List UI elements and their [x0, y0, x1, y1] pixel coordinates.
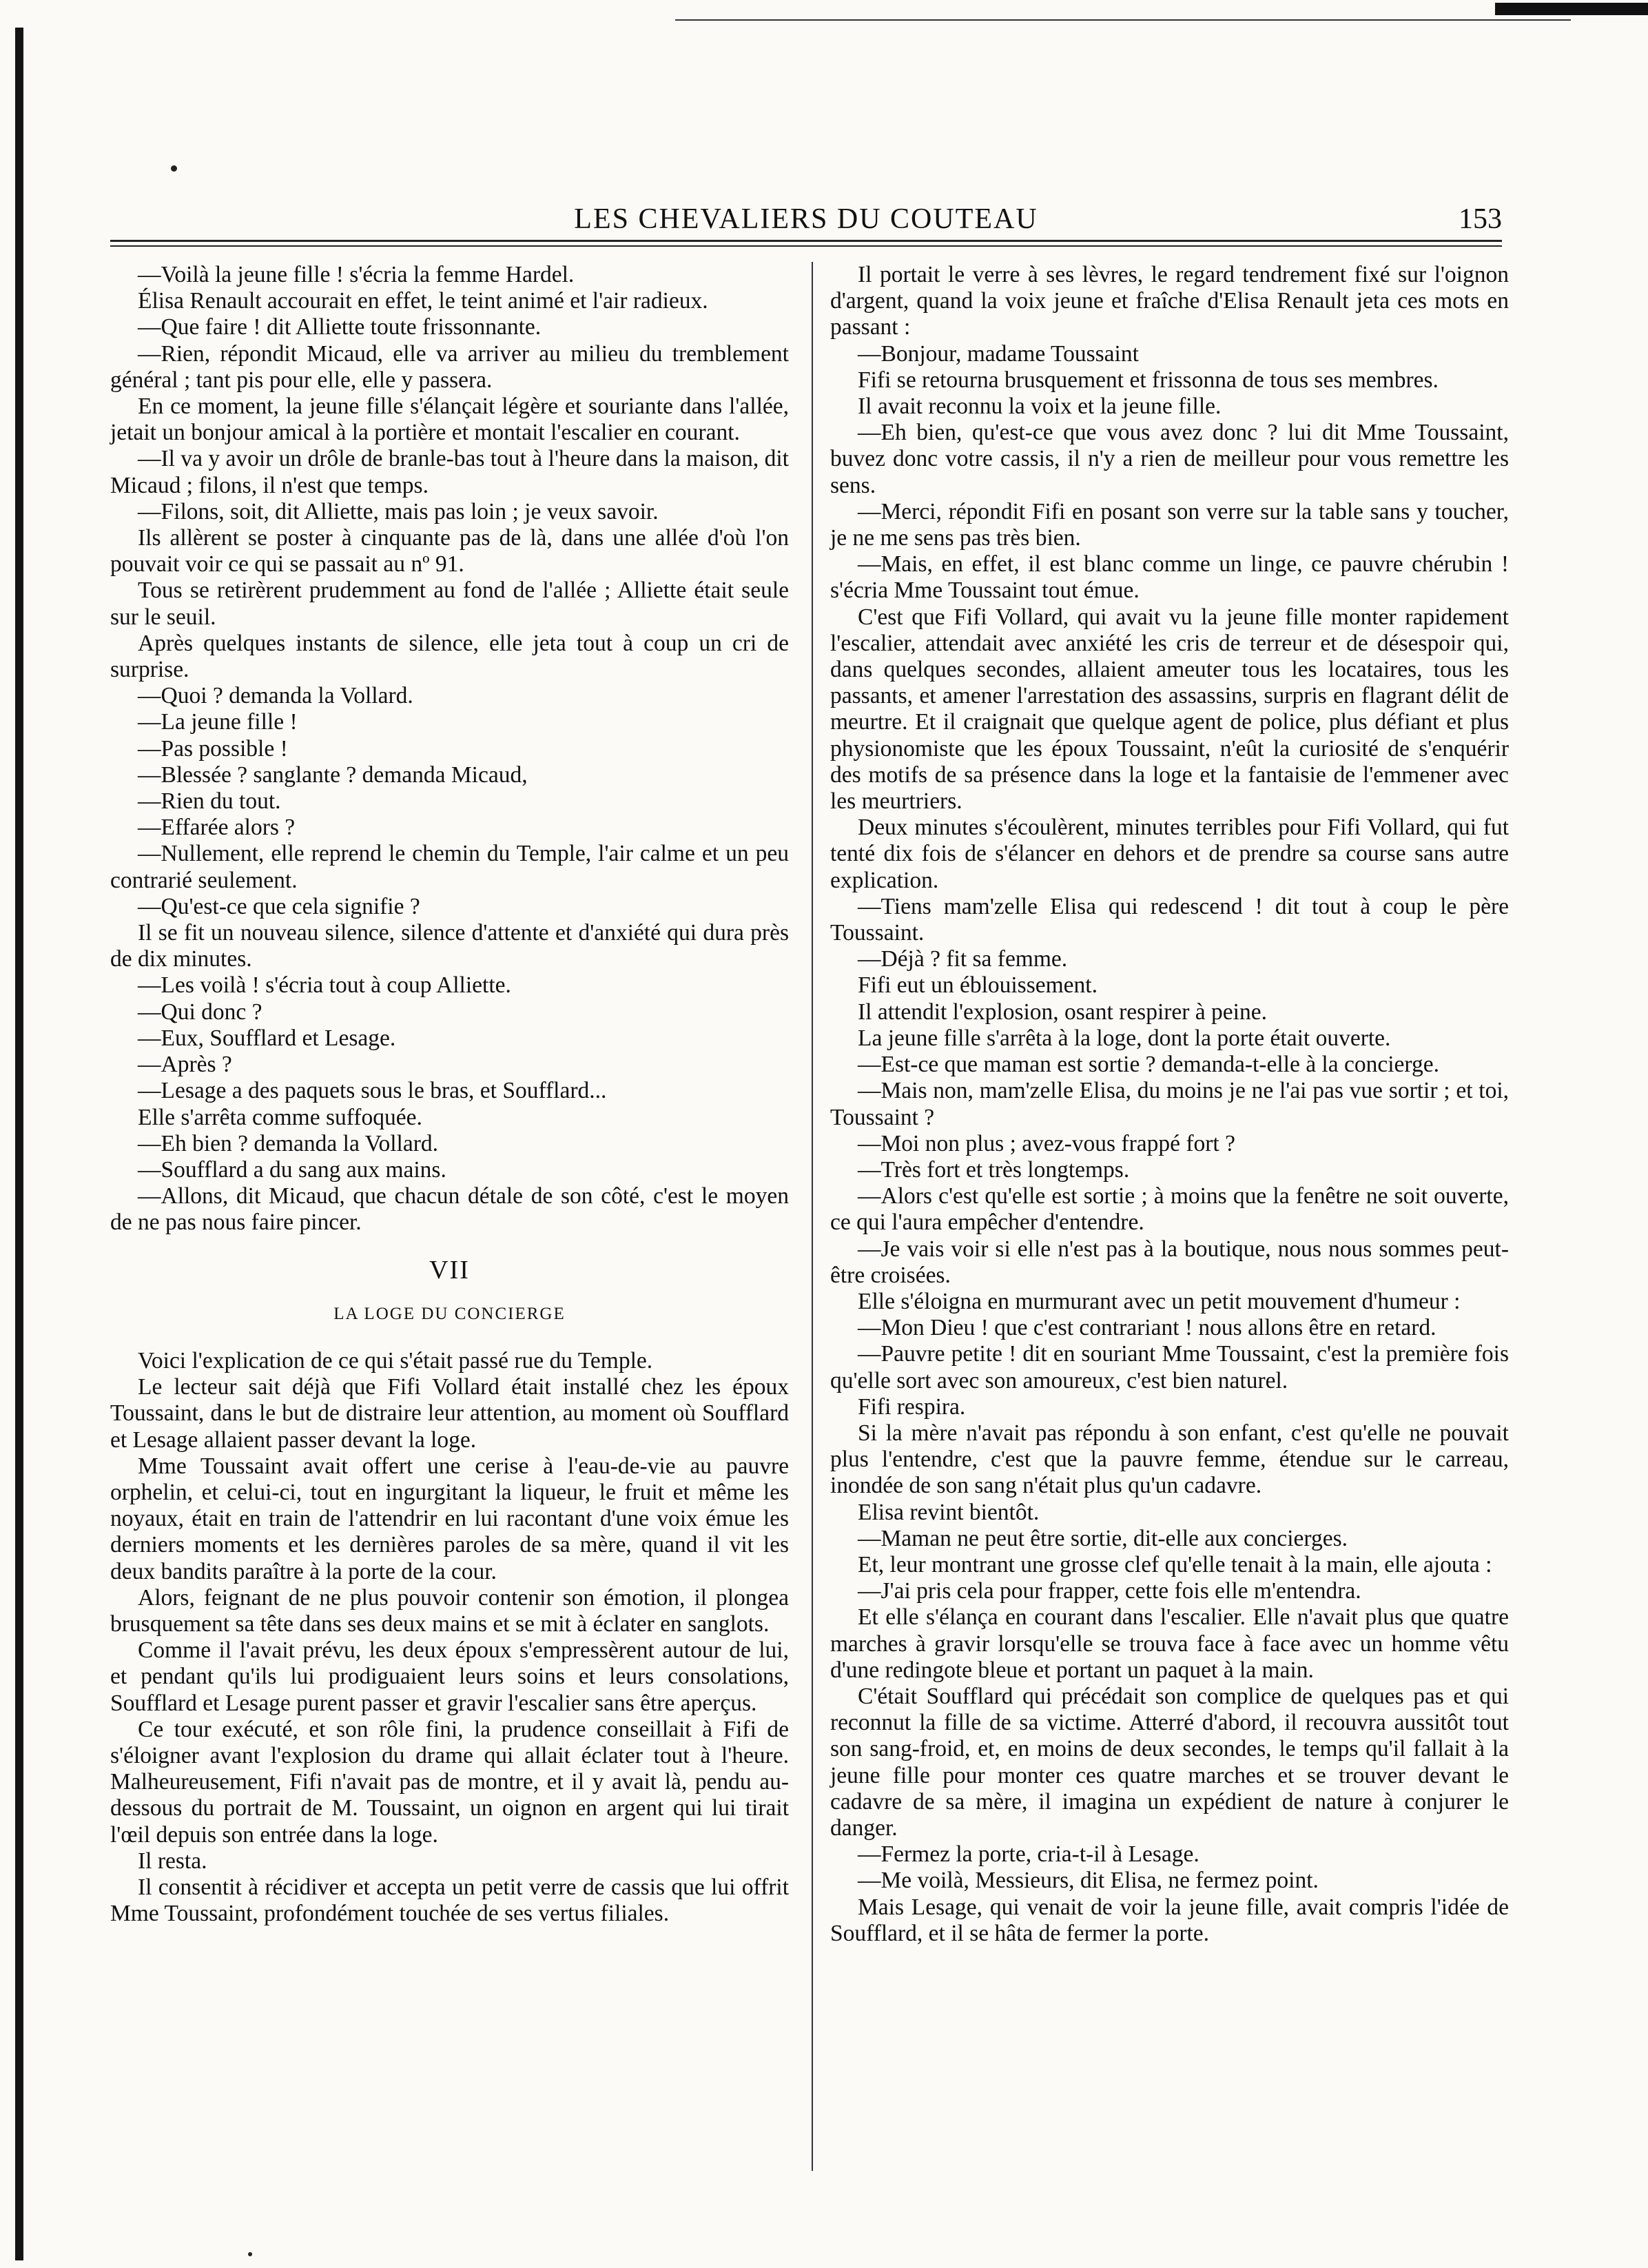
paragraph: Elisa revint bientôt.: [858, 1499, 1040, 1525]
paragraph: —Il va y avoir un drôle de branle-bas tout à l'heure dans la maison, dit Micaud ; filons, il n'est que temps.: [110, 446, 789, 498]
ink-speck: [171, 165, 177, 172]
paragraph: —Je vais voir si elle n'est pas à la boutique, nous nous sommes peut-être croisées.: [830, 1236, 1509, 1288]
paragraph: —Mais non, mam'zelle Elisa, du moins je ne l'ai pas vue sortir ; et toi, Toussaint ?: [830, 1078, 1509, 1130]
paragraph: —Tiens mam'zelle Elisa qui redescend ! dit tout à coup le père Toussaint.: [830, 893, 1509, 946]
paragraph: Et elle s'élança en courant dans l'escalier. Elle n'avait plus que quatre marches à gravir lorsqu'elle se trouva face à face avec un homme vêtu d'une redingote bleue et portant un paquet à la main.: [830, 1604, 1509, 1683]
paragraph: Mais Lesage, qui venait de voir la jeune fille, avait compris l'idée de Soufflard, et il se hâta de fermer la porte.: [830, 1894, 1509, 1946]
paragraph: Il resta.: [138, 1848, 207, 1874]
paragraph: —Eux, Soufflard et Lesage.: [138, 1025, 396, 1051]
paragraph: —Très fort et très longtemps.: [858, 1156, 1130, 1183]
paragraph: —Bonjour, madame Toussaint: [858, 340, 1139, 367]
paragraph: —Mon Dieu ! que c'est contrariant ! nous allons être en retard.: [858, 1315, 1436, 1341]
paragraph: —Rien, répondit Micaud, elle va arriver au milieu du tremblement général ; tant pis pour elle, elle y passera.: [110, 340, 789, 393]
paragraph: Après quelques instants de silence, elle jeta tout à coup un cri de surprise.: [110, 630, 789, 683]
paragraph: Mme Toussaint avait offert une cerise à l'eau-de-vie au pauvre orphelin, et celui-ci, tout en ingurgitant la liqueur, le fruit et même les noyaux, était en train de l'attendrir en lui racontant d'une voix émue les derniers moments et les dernières paroles de sa mère, quand il vit les deux bandits paraître à la porte de la cour.: [110, 1453, 789, 1584]
paragraph: —Lesage a des paquets sous le bras, et Soufflard...: [138, 1078, 607, 1104]
left-text-before-chapter: [110, 262, 789, 1236]
top-corner-mark: [1495, 3, 1648, 15]
running-title: LES CHEVALIERS DU COUTEAU: [574, 203, 1038, 235]
paragraph: —Voilà la jeune fille ! s'écria la femme Hardel.: [138, 262, 575, 287]
paragraph: Il portait le verre à ses lèvres, le regard tendrement fixé sur l'oignon d'argent, quand la voix jeune et fraîche d'Elisa Renault jeta ces mots en passant :: [830, 262, 1509, 340]
paragraph: Il se fit un nouveau silence, silence d'attente et d'anxiété qui dura près de dix minutes.: [110, 920, 789, 972]
right-text: [830, 262, 1509, 1947]
paragraph: Ils allèrent se poster à cinquante pas de là, dans une allée d'où l'on pouvait voir ce qui se passait au nº 91.: [110, 525, 789, 578]
page-number: 153: [1459, 203, 1502, 235]
paragraph: Elle s'éloigna en murmurant avec un petit mouvement d'humeur :: [858, 1288, 1461, 1314]
paragraph: Comme il l'avait prévu, les deux époux s'empressèrent autour de lui, et pendant qu'ils lui prodiguaient leurs soins et leurs consolations, Soufflard et Lesage purent passer et gravir l'escalier sans être aperçus.: [110, 1637, 789, 1716]
paragraph: —Effarée alors ?: [138, 815, 296, 841]
paragraph: —Blessée ? sanglante ? demanda Micaud,: [138, 762, 528, 788]
paragraph: Fifi respira.: [858, 1393, 966, 1420]
paragraph: —Est-ce que maman est sortie ? demanda-t-elle à la concierge.: [858, 1052, 1439, 1078]
header-rule: [110, 240, 1502, 242]
paragraph: —Qui donc ?: [138, 999, 262, 1025]
left-column: [110, 262, 789, 1927]
paragraph: —Rien du tout.: [138, 788, 281, 815]
paragraph: —Maman ne peut être sortie, dit-elle aux concierges.: [858, 1525, 1348, 1551]
paragraph: Alors, feignant de ne plus pouvoir contenir son émotion, il plongea brusquement sa tête dans ses deux mains et se mit à éclater en sanglots.: [110, 1584, 789, 1637]
paragraph: —Quoi ? demanda la Vollard.: [138, 683, 413, 709]
column-separator: [812, 262, 813, 2171]
paragraph: —Les voilà ! s'écria tout à coup Alliette.: [138, 972, 511, 999]
ink-speck: [248, 2252, 252, 2256]
paragraph: Fifi eut un éblouissement.: [858, 972, 1098, 999]
chapter-number: VII: [429, 1255, 470, 1285]
top-rule: [675, 19, 1571, 21]
paragraph: Il consentit à récidiver et accepta un petit verre de cassis que lui offrit Mme Toussaint, profondément touchée de ses vertus filiales.: [110, 1874, 789, 1927]
paragraph: Si la mère n'avait pas répondu à son enfant, c'est qu'elle ne pouvait plus l'entendre, c'est que la pauvre femme, étendue sur le carreau, inondée de son sang n'était plus qu'un cadavre.: [830, 1420, 1509, 1499]
paragraph: Il attendit l'explosion, osant respirer à peine.: [858, 999, 1267, 1025]
header-rule: [110, 245, 1502, 247]
paragraph: —Soufflard a du sang aux mains.: [138, 1156, 446, 1183]
paragraph: Deux minutes s'écoulèrent, minutes terribles pour Fifi Vollard, qui fut tenté dix fois de s'élancer en dehors et de prendre sa course sans autre explication.: [830, 815, 1509, 893]
paragraph: —Après ?: [138, 1052, 232, 1078]
paragraph: —Allons, dit Micaud, que chacun détale de son côté, c'est le moyen de ne pas nous faire pincer.: [110, 1183, 789, 1236]
paragraph: Et, leur montrant une grosse clef qu'elle tenait à la main, elle ajouta :: [858, 1551, 1492, 1577]
paragraph: C'est que Fifi Vollard, qui avait vu la jeune fille monter rapidement l'escalier, attendait avec anxiété les cris de terreur et de désespoir qui, dans quelques secondes, allaient ameuter tous les locataires, tous les passants, et amener l'arrestation des assassins, surpris en flagrant délit de meurtre. Et il craignait que quelque agent de police, plus défiant et plus physionomiste que les époux Toussaint, n'eût la curiosité de s'enquérir des motifs de sa présence dans la loge et la fantaisie de l'emmener avec les meurtriers.: [830, 604, 1509, 815]
paragraph: C'était Soufflard qui précédait son complice de quelques pas et qui reconnut la fille de sa victime. Atterré d'abord, il recouvra aussitôt tout son sang-froid, et, en moins de deux secondes, le temps qu'il fallait à la jeune fille pour monter ces quatre marches et se trouver devant le cadavre de sa mère, il imagina un expédient de nature à conjurer le danger.: [830, 1683, 1509, 1841]
paragraph: —Eh bien, qu'est-ce que vous avez donc ? lui dit Mme Toussaint, buvez donc votre cassis, il n'y a rien de meilleur pour vous remettre les sens.: [830, 420, 1509, 498]
paragraph: —Mais, en effet, il est blanc comme un linge, ce pauvre chérubin ! s'écria Mme Toussaint tout émue.: [830, 551, 1509, 604]
paragraph: —Eh bien ? demanda la Vollard.: [138, 1130, 439, 1156]
chapter-title: LA LOGE DU CONCIERGE: [333, 1304, 566, 1323]
paragraph: —Que faire ! dit Alliette toute frissonnante.: [138, 314, 542, 340]
paragraph: —J'ai pris cela pour frapper, cette fois elle m'entendra.: [858, 1578, 1361, 1604]
paragraph: La jeune fille s'arrêta à la loge, dont la porte était ouverte.: [858, 1025, 1391, 1051]
paragraph: Il avait reconnu la voix et la jeune fille.: [858, 394, 1222, 420]
paragraph: Élisa Renault accourait en effet, le teint animé et l'air radieux.: [138, 288, 708, 314]
paragraph: —Fermez la porte, cria-t-il à Lesage.: [858, 1841, 1199, 1868]
paragraph: —Filons, soit, dit Alliette, mais pas loin ; je veux savoir.: [138, 498, 659, 524]
paragraph: —Moi non plus ; avez-vous frappé fort ?: [858, 1130, 1235, 1156]
paragraph: Ce tour exécuté, et son rôle fini, la prudence conseillait à Fifi de s'éloigner avant l'explosion du drame qui allait éclater tout à l'heure. Malheureusement, Fifi n'avait pas de montre, et il y avait là, pendu au-dessous du portrait de M. Toussaint, un oignon en argent qui lui tirait l'œil depuis son entrée dans la loge.: [110, 1716, 789, 1848]
paragraph: —Pas possible !: [138, 735, 288, 762]
paragraph: —Me voilà, Messieurs, dit Elisa, ne fermez point.: [858, 1868, 1319, 1894]
paragraph: Elle s'arrêta comme suffoquée.: [138, 1104, 422, 1130]
paragraph: —Qu'est-ce que cela signifie ?: [138, 893, 420, 919]
paragraph: —Nullement, elle reprend le chemin du Temple, l'air calme et un peu contrarié seulement.: [110, 841, 789, 893]
paragraph: Fifi se retourna brusquement et frissonna de tous ses membres.: [858, 367, 1439, 393]
left-text-after-chapter: [110, 1348, 789, 1927]
paragraph: —Pauvre petite ! dit en souriant Mme Toussaint, c'est la première fois qu'elle sort avec son amoureux, c'est bien naturel.: [830, 1341, 1509, 1393]
right-column: [830, 262, 1509, 1947]
paragraph: Tous se retirèrent prudemment au fond de l'allée ; Alliette était seule sur le seuil.: [110, 578, 789, 630]
paragraph: —La jeune fille !: [138, 709, 298, 735]
paragraph: —Merci, répondit Fifi en posant son verre sur la table sans y toucher, je ne me sens pas très bien.: [830, 498, 1509, 551]
page-edge-bar: [15, 28, 23, 2260]
paragraph: —Déjà ? fit sa femme.: [858, 946, 1068, 972]
paragraph: En ce moment, la jeune fille s'élançait légère et souriante dans l'allée, jetait un bonjour amical à la portière et montait l'escalier en courant.: [110, 394, 789, 446]
paragraph: Le lecteur sait déjà que Fifi Vollard était installé chez les époux Toussaint, dans le but de distraire leur attention, au moment où Soufflard et Lesage allaient passer devant la loge.: [110, 1374, 789, 1453]
paragraph: Voici l'explication de ce qui s'était passé rue du Temple.: [138, 1347, 653, 1373]
paragraph: —Alors c'est qu'elle est sortie ; à moins que la fenêtre ne soit ouverte, ce qui l'aura empêcher d'entendre.: [830, 1183, 1509, 1236]
running-header: [110, 200, 1502, 238]
